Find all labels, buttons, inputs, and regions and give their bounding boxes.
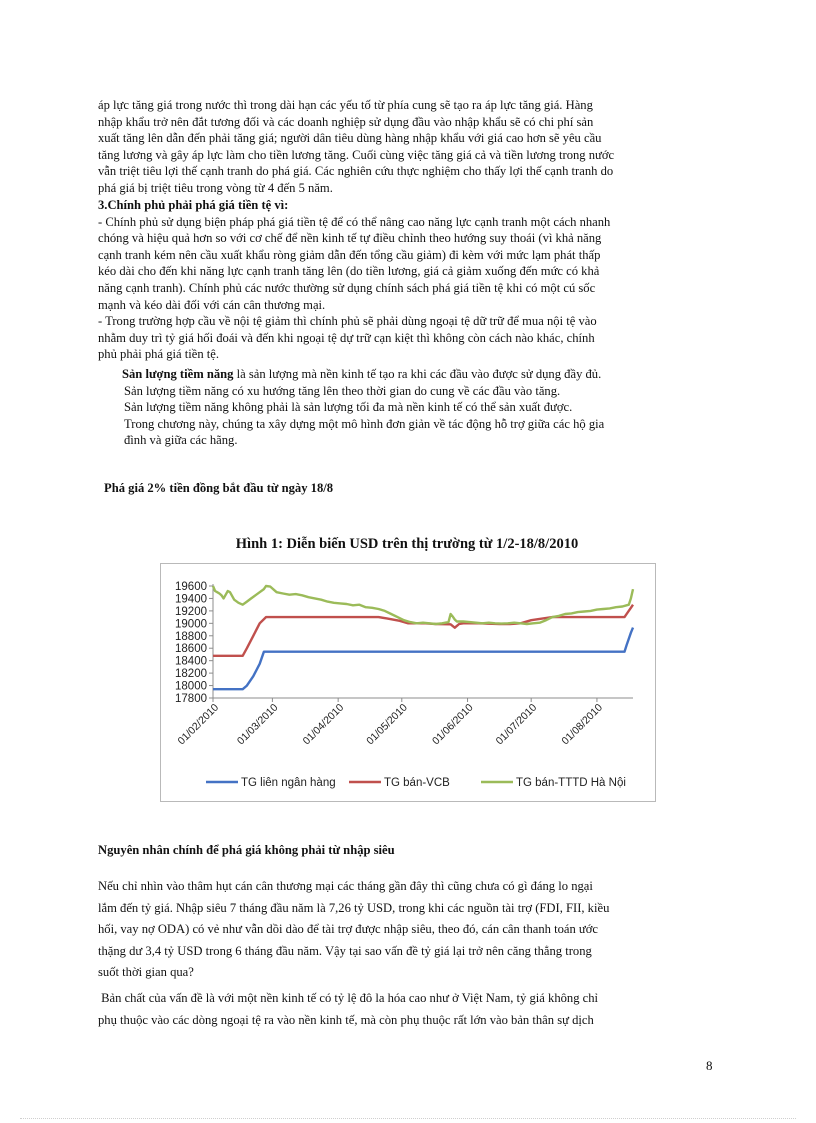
y-tick-label: 19600 (175, 581, 207, 593)
potential-output-definition (122, 366, 722, 383)
text-line: phá giá bị triệt tiêu trong vòng từ 4 đến 5 năm. (98, 180, 333, 195)
x-tick-label: 01/04/2010 (300, 701, 347, 748)
text-line: đình và giữa các hãng. (124, 433, 238, 448)
text-line: Bản chất của vấn đề là với một nền kinh tế có tỷ lệ đô la hóa cao như ở Việt Nam, tỷ giá không chỉ (98, 991, 599, 1005)
y-tick-label: 17800 (175, 693, 207, 705)
series-line (213, 628, 633, 690)
cause-heading: Nguyên nhân chính để phá giá không phải từ nhập siêu (98, 843, 395, 857)
section-3 (98, 197, 720, 363)
x-tick-label: 01/02/2010 (175, 701, 222, 748)
text-line: nhập khẩu trở nên đắt tương đối và các doanh nghiệp sử dụng đầu vào nhập khẩu sẽ có chi phí sản (98, 114, 594, 129)
y-tick-label: 19200 (175, 605, 207, 618)
x-tick-label: 01/06/2010 (430, 701, 476, 748)
page-bottom-rule (20, 1118, 796, 1119)
section-3-title: 3.Chính phủ phải phá giá tiền tệ vì: (98, 198, 289, 212)
y-tick-label: 19000 (175, 618, 207, 631)
x-tick-label: 01/05/2010 (364, 701, 410, 748)
page-number: 8 (706, 1058, 713, 1073)
chart-title: Hình 1: Diễn biến USD trên thị trường từ 1/2-18/8/2010 (235, 536, 579, 552)
legend-label: TG bán-TTTD Hà Nội (516, 777, 626, 789)
paragraph-price-pressure (98, 97, 720, 197)
paragraph-dollarization (98, 988, 720, 1031)
potential-output-term: Sản lượng tiềm năng (122, 367, 234, 381)
x-tick-label: 01/03/2010 (234, 701, 281, 748)
text-line: vẫn triệt tiêu lợi thế cạnh tranh do phá giá. Các nghiên cứu thực nghiệm cho thấy lợi thế cạnh tranh do (98, 164, 614, 179)
chart-frame (160, 563, 656, 802)
text-line: hối, vay nợ ODA) có vẻ như vẫn dồi dào để tài trợ được nhập siêu, theo đó, cán cân thanh toán ước (98, 922, 599, 936)
text-line: xuất tăng lên dẫn đến phải tăng giá; người dân tiêu dùng hàng nhập khẩu với giá cao hơn sẽ yêu cầu (98, 131, 602, 146)
text-line: nhằm duy trì tỷ giá hối đoái và đến khi ngoại tệ dự trữ cạn kiệt thì không còn cách nào khác, chính (98, 330, 595, 345)
potential-output-block (122, 366, 722, 449)
text-line: Nếu chỉ nhìn vào thâm hụt cán cân thương mại các tháng gần đây thì cũng chưa có gì đáng lo ngại (98, 879, 593, 893)
text-line: Sản lượng tiềm năng không phải là sản lượng tối đa mà nền kinh tế có thể sản xuất được. (124, 400, 573, 415)
text-line: - Trong trường hợp cầu về nội tệ giảm thì chính phủ sẽ phải dùng ngoại tệ dữ trữ để mua nội tệ vào (98, 314, 597, 329)
y-tick-label: 18800 (175, 630, 207, 643)
paragraph-trade-deficit (98, 876, 720, 984)
text-line: Sản lượng tiềm năng có xu hướng tăng lên theo thời gian do cung về các đầu vào tăng. (124, 383, 561, 398)
text-line: lắm đến tỷ giá. Nhập siêu 7 tháng đầu năm là 7,26 tỷ USD, trong khi các nguồn tài trợ (FDI, FII, kiều (98, 900, 610, 915)
text-line: năng cạnh tranh). Chính phủ các nước thường sử dụng chính sách phá giá tiền tệ khi có một cú sốc (98, 280, 596, 295)
x-tick-label: 01/07/2010 (493, 701, 540, 748)
y-tick-label: 19400 (175, 593, 207, 606)
text-line: phụ thuộc vào các dòng ngoại tệ ra vào nền kinh tế, mà còn phụ thuộc rất lớn vào bản thân sự dịch (98, 1012, 594, 1027)
text-line: phủ phải phá giá tiền tệ. (98, 347, 220, 362)
x-tick-label: 01/08/2010 (559, 701, 606, 748)
legend-label: TG liên ngân hàng (241, 777, 336, 789)
y-tick-label: 18400 (175, 655, 207, 668)
y-tick-label: 18000 (175, 680, 207, 693)
y-tick-label: 18200 (175, 668, 207, 681)
text-line: Trong chương này, chúng ta xây dựng một mô hình đơn giản về tác động hỗ trợ giữa các hộ gia (124, 416, 605, 431)
text-line: cạnh tranh kém nên cầu xuất khẩu ròng giảm dẫn đến tổng cầu giảm) đi kèm với mức lạm phát thấp (98, 247, 601, 262)
text-line: - Chính phủ sử dụng biện pháp phá giá tiền tệ để có thể nâng cao năng lực cạnh tranh một cách nhanh (98, 214, 611, 229)
text-line: suốt thời gian qua? (98, 965, 194, 979)
usd-rate-chart (161, 564, 655, 801)
y-tick-label: 18600 (175, 643, 207, 656)
potential-output-definition-text: là sản lượng mà nền kinh tế tạo ra khi các đầu vào được sử dụng đầy đủ. (233, 367, 602, 381)
text-line: tăng lương và gây áp lực làm cho tiền lương tăng. Cuối cùng việc tăng giá cả và tiền lương trong nước (98, 147, 615, 162)
text-line: kéo dài cho đến khi năng lực cạnh tranh tăng lên (do tiền lương, giá cả giảm xuống đến mức có khả (98, 264, 600, 279)
text-line: chóng và hiệu quả hơn so với cơ chế để nền kinh tế tự điều chỉnh theo hướng suy thoái (vì khả năng (98, 231, 602, 246)
text-line: mạnh và kéo dài đối với cán cân thương mại. (98, 297, 326, 312)
devaluation-heading: Phá giá 2% tiền đồng bắt đầu từ ngày 18/8 (104, 481, 334, 495)
text-line: áp lực tăng giá trong nước thì trong dài hạn các yếu tố từ phía cung sẽ tạo ra áp lực tăng giá. Hàng (98, 98, 593, 112)
text-line: thặng dư 3,4 tỷ USD trong 6 tháng đầu năm. Vậy tại sao vấn đề tỷ giá lại trở nên căng thẳng trong (98, 943, 592, 958)
legend-label: TG bán-VCB (384, 777, 450, 789)
